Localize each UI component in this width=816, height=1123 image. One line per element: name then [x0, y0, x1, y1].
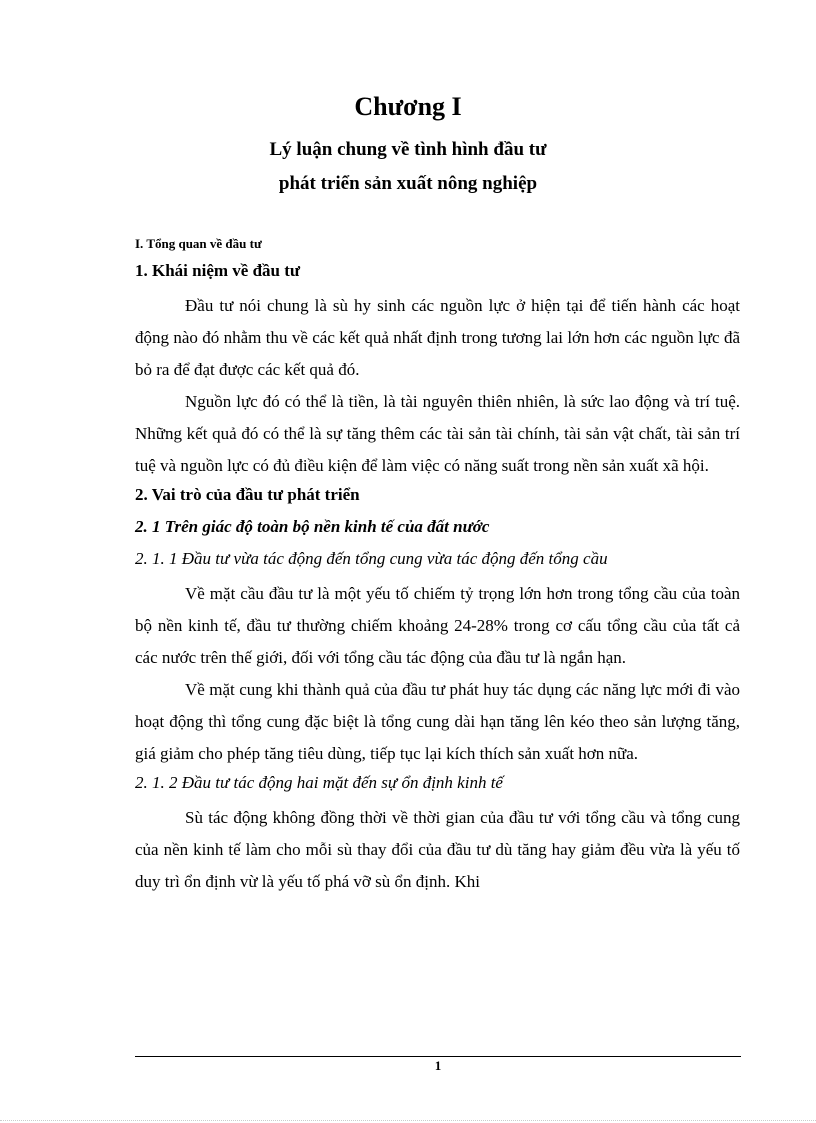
section-2-1-heading: 2. 1 Trên giác độ toàn bộ nền kinh tế của đất nước: [135, 517, 490, 536]
section-2-1-1-paragraph-1: Về mặt cầu đầu tư là một yếu tố chiếm tỷ trọng lớn hơn trong tổng cầu của toàn bộ nền kinh tế, đầu tư thường chiếm khoảng 24-28% trong cơ cấu tổng cầu của tất cả các nước trên thế giới, đối với tổng cầu tác động của đầu tư là ngắn hạn.: [135, 584, 740, 667]
chapter-title: Chương I: [354, 92, 462, 121]
section-2-heading: 2. Vai trò của đầu tư phát triển: [135, 485, 360, 504]
page-number: 1: [434, 1058, 442, 1073]
section-2-1-1-paragraph-2: Về mặt cung khi thành quả của đầu tư phát huy tác dụng các năng lực mới đi vào hoạt động thì tổng cung đặc biệt là tổng cung dài hạn tăng lên kéo theo sản lượng tăng, giá giảm cho phép tăng tiêu dùng, tiếp tục lại kích thích sản xuất hơn nữa.: [135, 680, 740, 763]
footer-divider: [135, 1056, 741, 1057]
section-2-1-2-heading: 2. 1. 2 Đầu tư tác động hai mặt đến sự ổn định kinh tế: [135, 773, 503, 792]
section-1-paragraph-2: Nguồn lực đó có thể là tiền, là tài nguyên thiên nhiên, là sức lao động và trí tuệ. Những kết quả đó có thể là sự tăng thêm các tài sản tài chính, tài sản vật chất, tài sản trí tuệ và nguồn lực có đủ điều kiện để làm việc có năng suất trong nền sản xuất xã hội.: [135, 392, 740, 475]
section-2-1-1-heading: 2. 1. 1 Đầu tư vừa tác động đến tổng cung vừa tác động đến tổng cầu: [135, 549, 608, 568]
section-2-1-2-paragraph-1: Sù tác động không đồng thời về thời gian của đầu tư với tổng cầu và tổng cung của nền kinh tế làm cho mỗi sù thay đổi của đầu tư dù tăng hay giảm đều vừa là yếu tố duy trì ổn định vừ là yếu tố phá vỡ sù ổn định. Khi: [135, 808, 740, 891]
chapter-subtitle-line-1: Lý luận chung về tình hình đầu tư: [269, 139, 547, 160]
section-1-heading: 1. Khái niệm về đầu tư: [135, 261, 301, 280]
section-i-heading: I. Tổng quan về đầu tư: [135, 236, 262, 251]
section-1-paragraph-1: Đầu tư nói chung là sù hy sinh các nguồn lực ở hiện tại để tiến hành các hoạt động nào đó nhằm thu về các kết quả nhất định trong tương lai lớn hơn các nguồn lực đã bỏ ra để đạt được các kết quả đó.: [135, 296, 740, 379]
document-body: [135, 234, 740, 898]
page-bottom-edge: [0, 1120, 816, 1121]
chapter-subtitle-line-2: phát triển sản xuất nông nghiệp: [278, 173, 538, 194]
